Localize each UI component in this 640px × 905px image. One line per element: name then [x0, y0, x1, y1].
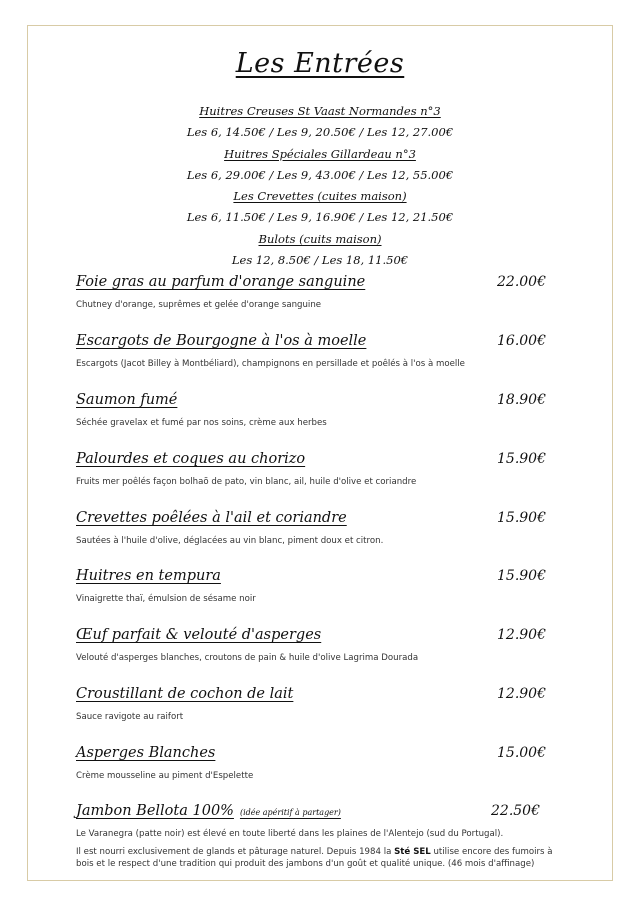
dish-description: Séchée gravelax et fumé par nos soins, crème aux herbes [76, 418, 327, 428]
dish-description: Velouté d'asperges blanches, croutons de pain & huile d'olive Lagrima Dourada [76, 653, 419, 663]
dish-name: Escargots de Bourgogne à l'os à moelle [76, 333, 367, 349]
dish-description: Vinaigrette thaï, émulsion de sésame noir [76, 594, 256, 604]
dish-price: 22.50€ [491, 803, 540, 819]
menu-item [76, 568, 550, 604]
oyster-prices: Les 6, 14.50€ / Les 9, 20.50€ / Les 12, 27.00€ [186, 125, 454, 140]
dish-description: Escargots (Jacot Billey à Montbéliard), champignons en persillade et poêlés à l'os à moelle [76, 359, 465, 369]
dish-description: Sautées à l'huile d'olive, déglacées au vin blanc, piment doux et citron. [76, 536, 384, 546]
dish-price: 12.90€ [497, 686, 546, 702]
oyster-name: Huitres Creuses St Vaast Normandes n°3 [199, 104, 441, 118]
menu-item-jambon [76, 803, 553, 876]
brand-name: Sté SEL [394, 846, 431, 857]
dish-name: Œuf parfait & velouté d'asperges [76, 627, 322, 643]
dish-name: Saumon fumé [76, 392, 178, 408]
menu-item [76, 510, 550, 546]
dish-price: 15.90€ [497, 568, 546, 584]
shrimp-name: Les Crevettes (cuites maison) [233, 189, 407, 204]
dish-description: Crème mousseline au piment d'Espelette [76, 771, 254, 781]
dish-description: Chutney d'orange, suprêmes et gelée d'orange sanguine [76, 300, 322, 310]
dish-price: 15.00€ [497, 745, 546, 761]
dish-price: 22.00€ [497, 274, 546, 290]
dish-price: 16.00€ [497, 333, 546, 349]
dish-price: 12.90€ [497, 627, 546, 643]
menu-item [76, 451, 550, 487]
dish-price: 18.90€ [497, 392, 546, 408]
oyster-name: Huitres Spéciales Gillardeau n°3 [224, 146, 416, 161]
shrimp-prices: Les 6, 11.50€ / Les 9, 16.90€ / Les 12, 21.50€ [186, 210, 454, 225]
menu-item [76, 745, 550, 781]
dish-name: Huitres en tempura [76, 568, 221, 584]
dish-name: Jambon Bellota 100% (idée apéritif à partager) [76, 803, 341, 819]
dish-name: Palourdes et coques au chorizo [76, 451, 306, 467]
dish-description [76, 828, 566, 871]
dish-name: Croustillant de cochon de lait [76, 686, 294, 702]
menu-item [76, 274, 550, 310]
menu-item [76, 333, 550, 369]
menu-item [76, 627, 550, 663]
dish-description: Fruits mer poêlés façon bolhaõ de pato, vin blanc, ail, huile d'olive et coriandre [76, 477, 417, 487]
jambon-desc-2: Il est nourri exclusivement de glands et pâturage naturel. Depuis 1984 la Sté SEL utilise encore des fumoirs à bois et le respect d'une tradition qui produit des jambons d'un goût et qualité unique. (46 mois d'affinage) [76, 846, 553, 869]
menu-item [76, 686, 550, 722]
oysters-section [0, 101, 640, 271]
dish-description: Sauce ravigote au raifort [76, 712, 184, 722]
dish-name: Asperges Blanches [76, 745, 216, 761]
dish-note: (idée apéritif à partager) [239, 808, 341, 817]
page-title: Les Entrées [235, 48, 405, 79]
whelk-prices: Les 12, 8.50€ / Les 18, 11.50€ [231, 253, 409, 268]
dish-name: Foie gras au parfum d'orange sanguine [76, 274, 366, 290]
jambon-desc-1: Le Varanegra (patte noir) est élevé en toute liberté dans les plaines de l'Alentejo (sud du Portugal). [76, 829, 504, 839]
dish-name: Crevettes poêlées à l'ail et coriandre [76, 510, 347, 526]
menu-item [76, 392, 550, 428]
oyster-prices: Les 6, 29.00€ / Les 9, 43.00€ / Les 12, 55.00€ [186, 167, 454, 182]
whelk-name: Bulots (cuits maison) [258, 231, 382, 246]
dish-price: 15.90€ [497, 451, 546, 467]
dish-price: 15.90€ [497, 510, 546, 526]
